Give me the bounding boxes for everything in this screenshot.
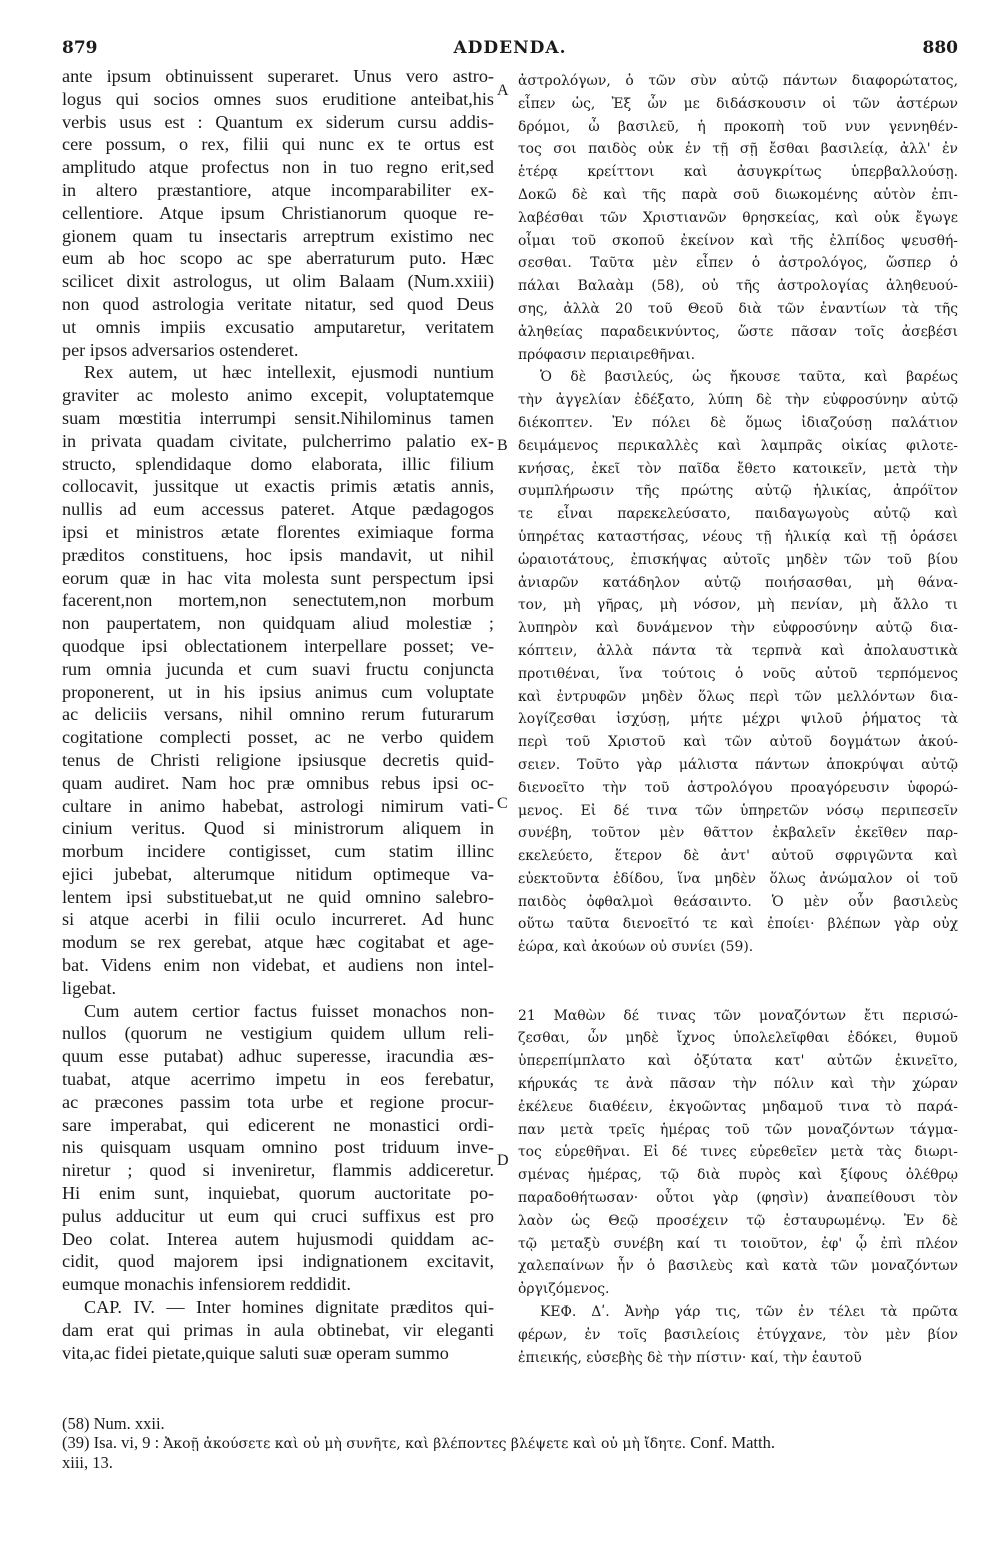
latin-text-line: ante ipsum obtinuissent superaret. Unus vero astro-	[62, 66, 494, 86]
latin-text-line: Deo colat. Interea autem hujusmodi quiddam ac-	[62, 1228, 494, 1249]
latin-text-line: pulus adducitur ut eum qui cruci suffixus est pro	[62, 1205, 494, 1226]
latin-text-line: structo, splendidaque domo elaborata, illic filium	[62, 453, 494, 474]
section-marker-a: A	[497, 82, 509, 99]
latin-text-line: tenus de Christi religione ipsiusque decretis quid-	[62, 749, 494, 770]
latin-text-line: Rex autem, ut hæc intellexit, ejusmodi nuntium	[84, 362, 494, 383]
latin-text-line: lentem ipsi substituebat,ut ne quid omnino salebro-	[62, 886, 494, 907]
greek-text-line: χαλεπαίνων ἦν ὁ βασιλεὺς καὶ κατὰ τῶν μοναζόντων	[518, 1258, 958, 1275]
section-marker-c: C	[497, 795, 508, 812]
greek-text-line: ἑώρα, καὶ ἀκούων οὐ συνίει (59).	[518, 939, 754, 956]
latin-text-line: dam erat qui primas in aula obtinebat, vir eleganti	[62, 1319, 494, 1340]
greek-text-line: εκελεύετο, ἕτερον δὲ ἀντ' αὐτοῦ σφριγῶντα καὶ	[518, 848, 958, 865]
latin-text-line: cinium veritus. Quod si ministrorum aliquem in	[62, 818, 494, 839]
greek-text-line: κήρυκάς τε ἀνὰ πᾶσαν τὴν πόλιν καὶ τὴν χώραν	[518, 1076, 958, 1093]
latin-text-line: nullos (quorum ne vestigium quidem ullum reli-	[62, 1023, 494, 1044]
greek-text-line: ἀστρολόγων, ὁ τῶν σὺν αὐτῷ πάντων διαφορώτατος,	[518, 73, 958, 89]
greek-text-line: τε εἶναι παρεκελεύσατο, παιδαγωγοὺς αὐτῷ καὶ	[518, 506, 958, 523]
latin-text-line: vita,ac fidei pietate,quique saluti suæ operam summo	[62, 1342, 449, 1363]
latin-text-line: collocavit, jussitque ut exactis primis ætatis annis,	[62, 476, 494, 497]
greek-text-line: περὶ τοῦ Χριστοῦ καὶ τῶν αὐτοῦ δογμάτων ἀκού-	[518, 734, 958, 751]
footnote-59	[62, 1433, 958, 1454]
greek-text-line: δρόμοι, ὦ βασιλεῦ, ἡ προκοπὴ τοῦ νυν γεννηθέν-	[518, 118, 958, 135]
latin-text-line: si atque acerbi in filii oculo incurreret. Ad hunc	[62, 909, 494, 930]
greek-text-line: ἐκέλευε διαθέειν, ἐκγοῶντας μηδαμοῦ τινα τὸ παρά-	[518, 1098, 958, 1115]
greek-text-line: διενοεῖτο τὴν τοῦ ἀστρολόγου προαγόρευσιν ὑφορώ-	[518, 779, 958, 796]
latin-text-line: eum ab hoc scopo ac spe aberraturum puto. Hæc	[62, 248, 494, 269]
latin-text-line: bat. Videns enim non videbat, et audiens non intel-	[62, 955, 494, 976]
latin-text-line: cellentiore. Atque ipsum Christianorum quoque re-	[62, 202, 494, 223]
footnote-59-cont	[62, 1453, 958, 1473]
greek-text-line: σμένας ἡμέρας, τῷ διὰ πυρὸς καὶ ξίφους ὀλέθρῳ	[518, 1167, 958, 1184]
latin-text-line: Cum autem certior factus fuisset monachos non-	[84, 1000, 494, 1021]
greek-text-line: παραδοθήτωσαν· οὗτοι γὰρ (φησὶν) ἀναπείθουσι τὸν	[518, 1190, 958, 1207]
latin-text-line: facerent,non mortem,non senectutem,non morbum	[62, 590, 494, 611]
latin-text-line: cultare in animo habebat, astrologi nimirum vati-	[62, 795, 494, 816]
latin-text-line: præditos constituens, hoc ipsis mandavit, ut nihil	[62, 544, 494, 565]
greek-text-line: σειεν. Τοῦτο γὰρ μάλιστα πάντων ἀποκρύψαι αὐτῷ	[518, 756, 958, 773]
greek-text-line: ἐπιεικής, εὐσεβὴς δὲ τὴν πίστιν· καί, τὴν ἑαυτοῦ	[518, 1349, 862, 1366]
latin-column	[62, 65, 494, 1364]
greek-text-line: κνήσας, ἐκεῖ τὸν παῖδα ἔθετο κατοικεῖν, μετὰ τὴν	[518, 460, 958, 477]
right-page-number: 880	[922, 38, 958, 58]
greek-text-line: Δοκῶ δὲ καὶ τῆς παρὰ σοῦ διωκομένης αὐτὸν ἐπι-	[518, 186, 958, 203]
greek-text-line: ὑπηρέτας καταστήσας, νέους τῇ ἡλικίᾳ καὶ τῇ ὁράσει	[518, 528, 958, 545]
greek-text-line: ὡραιοτάτους, ἐπισκήψας αὐτοῖς μηδὲν τῶν τοῦ βίου	[518, 551, 958, 568]
latin-text-line: nis quisquam usquam omnino post triduum inve-	[62, 1137, 494, 1158]
latin-text-line: quam audiret. Nam hoc præ omnibus rebus ipsi oc-	[62, 772, 494, 793]
latin-text-line: proponerent, ut in his ipsius animus cum voluptate	[62, 681, 494, 702]
latin-text-line: cidit, quod majorem ipsi indignationem excitavit,	[62, 1251, 494, 1272]
footnote-59-conf: Conf. Matth.	[686, 1433, 775, 1452]
greek-text-line: συνέβη, τοῦτον μὲν θᾶττον ἐκβαλεῖν ἐκεῖθεν παρ-	[518, 825, 958, 842]
footnote-58	[62, 1414, 958, 1434]
section-marker-d: D	[497, 1152, 509, 1169]
latin-text-line: niretur ; quod si inveniretur, flammis addiceretur.	[62, 1160, 494, 1181]
latin-text-line: per ipsos adversarios ostenderet.	[62, 339, 299, 360]
greek-text-line: κόπτειν, ἀλλὰ πάντα τὰ τερπνὰ καὶ ἀπολαυστικὰ	[518, 642, 958, 659]
greek-text-line: διέκοπτεν. Ἐν πόλει δὲ ὅμως ἰδιαζούσῃ παλάτιον	[518, 414, 958, 431]
footnote-59-matth: xiii, 13.	[62, 1453, 113, 1472]
latin-text-line: gionem quam tu insectaris arreptrum existimo nec	[62, 225, 494, 246]
latin-text-line: eorum quæ in hac vita molesta sunt perspectum ipsi	[62, 567, 494, 588]
left-page-number: 879	[62, 38, 98, 58]
greek-text-line: σεσθαι. Ταῦτα μὲν εἶπεν ὁ ἀστρολόγος, ὥσπερ ὁ	[518, 255, 958, 272]
footnote-58-text: (58) Num. xxii.	[62, 1414, 165, 1433]
greek-text-line: παν μετὰ τρεῖς ἡμέρας τοῦ τῶν μοναζόντων τάγμα-	[518, 1121, 958, 1138]
greek-text-line: λογίζεσθαι ἰσχύσῃ, μήτε μέχρι ψιλοῦ ῥήματος τὰ	[518, 711, 958, 728]
latin-text-line: ipsi et ministros ætate florentes eximiaque forma	[62, 521, 494, 542]
latin-text-line: non quod astrologia veritate nitatur, sed quod Deus	[62, 293, 494, 314]
greek-text-line: σης, ἀλλὰ 20 τοῦ Θεοῦ διὰ τῶν ἐναντίων τὰ τῆς	[518, 300, 958, 317]
greek-text-line: οἶμαι τοῦ σκοποῦ ἐκείνον καὶ τῆς ἐλπίδος ψευσθή-	[518, 232, 958, 249]
greek-text-line: λυπηρὸν καὶ δυνάμενον τὴν εὐφροσύνην αὐτῷ δια-	[518, 620, 958, 637]
latin-text-line: Hi enim sunt, inquiebat, quorum auctoritate po-	[62, 1183, 494, 1204]
latin-text-line: modum se rex gerebat, atque hæc cogitabat et age-	[62, 932, 494, 953]
latin-text-line: nullis ad eum accessus pateret. Atque pædagogos	[62, 499, 494, 520]
greek-text-line: καὶ ἐντρυφῶν μηδὲν ὅλως περὶ τῶν μελλόντων δια-	[518, 688, 958, 705]
greek-text-line: προτιθέναι, ἵνα τούτοις ὁ νοῦς αὐτοῦ τερπόμενος	[518, 665, 958, 682]
latin-text-line: eumque monachis infensiorem reddidit.	[62, 1274, 351, 1295]
latin-text-line: amplitudo atque profectus non in tuo regno erit,sed	[62, 157, 494, 178]
latin-text-line: in privata quadam civitate, pulcherrimo palatio ex-	[62, 430, 494, 451]
latin-text-line: in altero præstantiore, atque incomparabiliter ex-	[62, 179, 494, 200]
footnote-59-ref: (39) Isa. vi, 9 :	[62, 1433, 164, 1452]
greek-text-line: ἀνιαρῶν κατάδηλον αὐτῷ ποιήσασθαι, μὴ θάνα-	[518, 574, 958, 591]
greek-text-line: εἶπεν ὡς, Ἐξ ὧν με διδάσκουσιν οἱ τῶν ἀστέρων	[518, 95, 958, 112]
latin-text-line: morbum incidere contigisset, cum statim illinc	[62, 841, 494, 862]
greek-text-line: συμπλήρωσιν τῆς πρώτης αὐτῷ ἡλικίας, ἀπρόϊτον	[518, 483, 958, 500]
latin-text-line: suam mœstitia interrumpi sensit.Nihilominus tamen	[62, 407, 494, 428]
greek-text-line: λαὸν ὡς Θεῷ προσέχειν τῷ ἐσταυρωμένῳ. Ἐν δὲ	[518, 1212, 958, 1229]
latin-text-line: quodque ipsi oblectationem interpellare posset; ve-	[62, 635, 494, 656]
latin-text-line: tuabat, atque acerrimo impetu in eos ferebatur,	[62, 1069, 494, 1090]
greek-text-line: οὕτω ταῦτα διενοεῖτό τε καὶ ἐποίει· βλέπων γὰρ οὐχ	[518, 916, 958, 933]
greek-text-line: ΚΕΦ. Δʹ. Ἀνὴρ γάρ τις, τῶν ἐν τέλει τὰ πρῶτα	[540, 1304, 958, 1321]
latin-text-line: graviter ac molesto animo excepit, voluptatemque	[62, 385, 494, 406]
latin-text-line: sare imperabat, qui edicerent ne monastici ordi-	[62, 1114, 494, 1135]
greek-text-line: μενος. Εἰ δέ τινα τῶν ὑπηρετῶν νόσῳ περιπεσεῖν	[518, 802, 958, 819]
greek-text-line: ἑτέρᾳ κρείττονι καὶ ἀσυγκρίτως ὑπερβαλλούσῃ.	[518, 164, 958, 181]
greek-text-line: τος σοι παιδὸς οὐκ ἐν τῇ σῇ ἔσθαι βασιλείᾳ, ἀλλ' ἐν	[518, 141, 958, 158]
latin-text-line: ligebat.	[62, 977, 117, 998]
footnote-59-greek: Ἀκοῇ ἀκούσετε καὶ οὐ μὴ συνῆτε, καὶ βλέποντες βλέψετε καὶ οὐ μὴ ἴδητε.	[163, 1436, 687, 1452]
latin-text-line: cere possum, o rex, filii qui nunc ex te ortus est	[62, 134, 494, 155]
latin-text-line: non paupertatem, non quidquam aliud molestiæ ;	[62, 613, 494, 634]
latin-text-line: ac præcones passim tota urbe et regione procur-	[62, 1091, 494, 1112]
latin-text-line: verbis usus est : Quantum ex siderum cursu addis-	[62, 111, 494, 132]
greek-text-line: φέρων, ἐν τοῖς βασιλείοις ἐτύγχανε, τὸν μὲν βίον	[518, 1326, 958, 1343]
latin-text-line: ut omnis impiis excusatio amputaretur, veritatem	[62, 316, 494, 337]
greek-text-line: λαβέσθαι τῶν Χριστιανῶν θρησκείας, καὶ οὐκ ἔγωγε	[518, 209, 958, 226]
greek-text-line: Ὁ δὲ βασιλεύς, ὡς ἤκουσε ταῦτα, καὶ βαρέως	[540, 369, 958, 386]
greek-text-line: τος εὑρεθῆναι. Εἰ δέ τινες εὑρεθεῖεν μετὰ τὰς διωρι-	[518, 1144, 958, 1161]
greek-text-line: εὐεκτοῦντα ἐδίδου, ἵνα μηδὲν ὅλως ἀνώμαλον οἱ τοῦ	[518, 870, 958, 887]
greek-text-line: τὴν ἀγγελίαν ἐδέξατο, λύπη δὲ τὴν εὐφροσύνην αὐτῷ	[518, 392, 958, 409]
running-title: ADDENDA.	[453, 38, 567, 58]
greek-text-line: τον, μὴ γῆρας, μὴ νόσον, μὴ πενίαν, μὴ ἄλλο τι	[518, 597, 958, 614]
greek-text-line: τῷ μεταξὺ συνέβη καί τι τοιοῦτον, ἐφ' ᾧ ἐπὶ πλέον	[518, 1235, 958, 1252]
greek-text-line: 21 Μαθὼν δέ τινας τῶν μοναζόντων ἔτι περισώ-	[518, 1007, 958, 1024]
greek-text-line: ζεσθαι, ὧν μηδὲ ἴχνος ὑπολελεῖφθαι ἐδόκει, θυμοῦ	[518, 1030, 958, 1047]
greek-text-line: ὑπερεπίμπλατο καὶ ὀξύτατα κατ' αὐτῶν ἐκινεῖτο,	[518, 1053, 958, 1070]
latin-text-line: scilicet dixit astrologus, ut olim Balaam (Num.xxiii)	[62, 271, 494, 292]
greek-text-line: παιδὸς ὀφθαλμοὶ θεάσαιντο. Ὁ μὲν οὖν βασιλεὺς	[518, 893, 958, 910]
page-header	[62, 38, 958, 66]
greek-text-line: ἀληθείας παραδεικνύντος, ὥστε πᾶσαν τοῖς ἀσεβέσι	[518, 323, 958, 340]
section-marker-b: B	[497, 437, 508, 454]
greek-text-line: πάλαι Βαλαὰμ (58), οὐ τῆς ἀστρολογίας ἀληθευού-	[518, 278, 958, 295]
greek-column	[518, 70, 958, 1369]
greek-text-line: πρόφασιν περιαιρεθῆναι.	[518, 346, 696, 363]
latin-text-line: cogitatione complecti posset, ac ne verbo quidem	[62, 727, 494, 748]
latin-text-line: rum omnia jucunda et cum suavi fructu conjuncta	[62, 658, 494, 679]
latin-text-line: CAP. IV. — Inter homines dignitate præditos qui-	[84, 1297, 494, 1318]
latin-text-line: ac deliciis versans, nihil omnino rerum futurarum	[62, 704, 494, 725]
latin-text-line: ejici jubebat, alterumque nitidum optimeque va-	[62, 863, 494, 884]
latin-text-line: quum esse putabat) adhuc superesse, iracundia æs-	[62, 1046, 494, 1067]
greek-text-line: ὀργιζόμενος.	[518, 1281, 610, 1298]
latin-text-line: logus qui socios omnes suos eruditione anteibat,his	[62, 88, 494, 109]
greek-text-line: δειμάμενος περικαλλὲς καὶ λαμπρᾶς οἰκίας φιλοτε-	[518, 437, 958, 454]
